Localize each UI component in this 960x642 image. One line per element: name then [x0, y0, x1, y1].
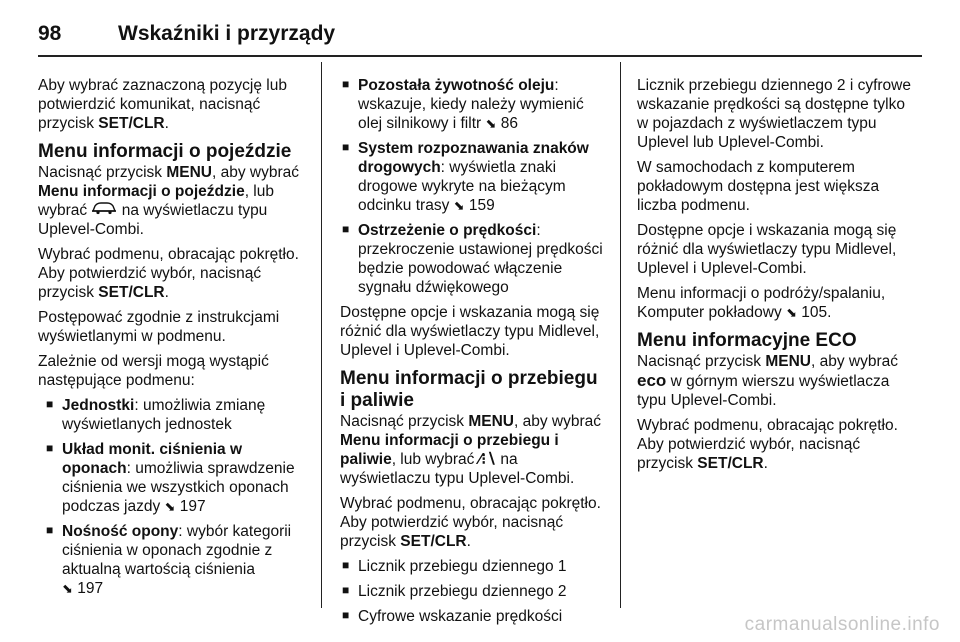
- car-icon: [91, 201, 117, 220]
- paragraph: Zależnie od wersji mogą wystąpić następujące podmenu:: [38, 353, 269, 389]
- eco-icon: eco: [637, 371, 667, 390]
- list-item: ■ Jednostki: umożliwia zmianę wyświetlanych jednostek: [44, 396, 306, 434]
- watermark: carmanualsonline.info: [744, 614, 940, 635]
- list-item: ■ Pozostała żywotność oleju: wskazuje, kiedy należy wymienić olej silnikowy i filtr ⬊ 86: [340, 76, 608, 133]
- list-item: ■ Cyfrowe wskazanie prędkości: [340, 607, 608, 626]
- paragraph: Licznik przebiegu dziennego 2 i cyfrowe wskazanie prędkości są dostępne tylko w pojazdach z wyświetlaczem typu Uplevel lub Uplevel-Combi.: [637, 77, 911, 151]
- paragraph: Dostępne opcje i wskazania mogą się różnić dla wyświetlaczy typu Midlevel, Uplevel i Uplevel-Combi.: [340, 304, 600, 359]
- section-heading: Menu informacji o przebiegu i paliwie: [340, 368, 598, 411]
- page-ref-arrow-icon: ⬊: [453, 198, 465, 213]
- paragraph: Wybrać podmenu, obracając pokrętło. Aby potwierdzić wybór, nacisnąć przycisk SET/CLR.: [637, 417, 898, 472]
- trip-fuel-icon: ⁄⁝∖: [478, 451, 497, 468]
- paragraph: Wybrać podmenu, obracając pokrętło. Aby potwierdzić wybór, nacisnąć przycisk SET/CLR.: [38, 246, 299, 301]
- list-item: ■ Układ monit. ciśnienia w oponach: umożliwia sprawdzenie ciśnienia we wszystkich oponach podczas jazdy ⬊ 197: [44, 440, 306, 516]
- submenu-list: [340, 557, 608, 626]
- page-number: 98: [38, 22, 62, 45]
- page-ref-arrow-icon: ⬊: [164, 499, 176, 514]
- paragraph: Nacisnąć przycisk MENU, aby wybrać Menu informacji o pojeździe, lub wybrać na wyświetlaczu typu Uplevel-Combi.: [38, 164, 299, 238]
- page-ref-arrow-icon: ⬊: [786, 305, 797, 320]
- section-heading: Menu informacyjne ECO: [637, 330, 857, 351]
- paragraph: Aby wybrać zaznaczoną pozycję lub potwierdzić komunikat, nacisnąć przycisk SET/CLR.: [38, 77, 287, 132]
- paragraph: W samochodach z komputerem pokładowym dostępna jest większa liczba podmenu.: [637, 159, 880, 214]
- submenu-list: [38, 396, 306, 598]
- list-item: ■ Nośność opony: wybór kategorii ciśnienia w oponach zgodnie z aktualną wartością ciśnienia ⬊ 197: [44, 522, 306, 598]
- list-item: ■ System rozpoznawania znaków drogowych: wyświetla znaki drogowe wykryte na bieżącym odcinku trasy ⬊ 159: [340, 139, 608, 215]
- column-1: [38, 76, 306, 604]
- page-ref-arrow-icon: ⬊: [62, 581, 73, 596]
- column-divider: [620, 62, 621, 608]
- column-divider: [321, 62, 322, 608]
- paragraph: Nacisnąć przycisk MENU, aby wybrać Menu informacji o przebiegu i paliwie, lub wybrać ⁄⁝∖ na wyświetlaczu typu Uplevel-Combi.: [340, 413, 601, 487]
- list-item: ■ Licznik przebiegu dziennego 1: [340, 557, 608, 576]
- paragraph: Dostępne opcje i wskazania mogą się różnić dla wyświetlaczy typu Midlevel, Uplevel i Uplevel-Combi.: [637, 222, 897, 277]
- paragraph: Menu informacji o podróży/spalaniu, Komputer pokładowy ⬊ 105.: [637, 285, 886, 321]
- page-title: Wskaźniki i przyrządy: [118, 22, 336, 45]
- paragraph: Nacisnąć przycisk MENU, aby wybrać eco w górnym wierszu wyświetlacza typu Uplevel-Combi.: [637, 353, 898, 409]
- list-item: ■ Ostrzeżenie o prędkości: przekroczenie ustawionej prędkości będzie powodować włączenie sygnału dźwiękowego: [340, 221, 608, 297]
- page-ref-arrow-icon: ⬊: [485, 116, 497, 131]
- submenu-list: [340, 76, 608, 297]
- section-heading: Menu informacji o pojeździe: [38, 141, 292, 162]
- paragraph: Postępować zgodnie z instrukcjami wyświetlanymi w podmenu.: [38, 309, 280, 345]
- page-header: [38, 14, 335, 54]
- column-2: [340, 76, 608, 632]
- header-rule: [38, 55, 922, 57]
- paragraph: Wybrać podmenu, obracając pokrętło. Aby potwierdzić wybór, nacisnąć przycisk SET/CLR.: [340, 495, 601, 550]
- column-3: [637, 76, 919, 479]
- list-item: ■ Licznik przebiegu dziennego 2: [340, 582, 608, 601]
